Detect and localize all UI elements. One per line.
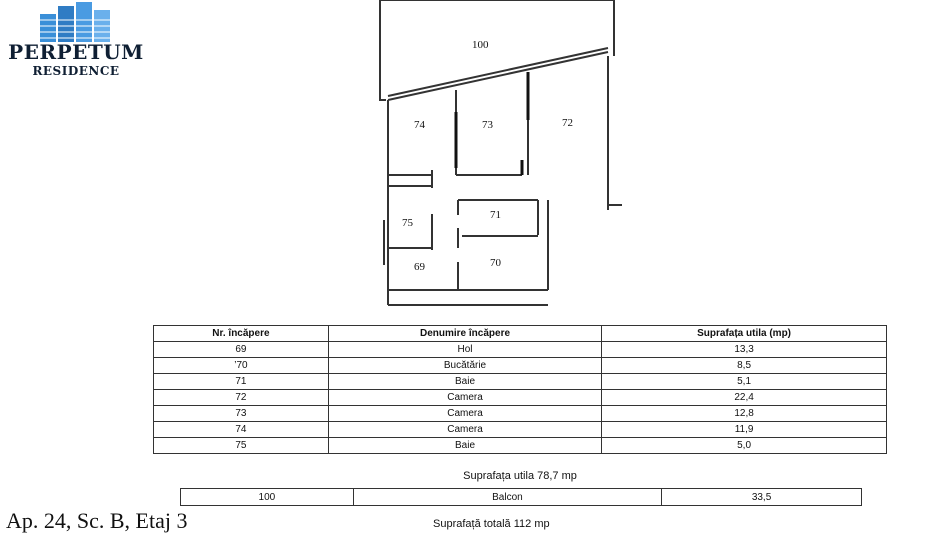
- perpetum-logo: [6, 0, 146, 82]
- logo-name: PERPETUM: [8, 40, 144, 64]
- table-row: [181, 489, 862, 506]
- table-row: [154, 390, 887, 406]
- useful-area-total: Suprafața utila 78,7 mp: [463, 470, 577, 482]
- floor-plan: [372, 0, 622, 310]
- room-label: 70: [490, 257, 501, 269]
- table-row: [154, 422, 887, 438]
- room-label: 69: [414, 261, 425, 273]
- room-area: 13,3: [602, 342, 887, 358]
- room-name: Baie: [328, 438, 601, 454]
- room-name: Hol: [328, 342, 601, 358]
- building-icon: [40, 0, 112, 42]
- balcony-name: Balcon: [353, 489, 661, 506]
- table-row: [154, 438, 887, 454]
- room-number: 73: [154, 406, 329, 422]
- room-area: 8,5: [602, 358, 887, 374]
- room-name: Bucătărie: [328, 358, 601, 374]
- room-label: 75: [402, 217, 413, 229]
- room-area: 11,9: [602, 422, 887, 438]
- room-name: Camera: [328, 422, 601, 438]
- total-area: Suprafață totală 112 mp: [433, 518, 550, 530]
- room-name: Camera: [328, 390, 601, 406]
- room-name: Camera: [328, 406, 601, 422]
- room-area: 22,4: [602, 390, 887, 406]
- room-name: Baie: [328, 374, 601, 390]
- room-number: ’70: [154, 358, 329, 374]
- room-label: 73: [482, 119, 493, 131]
- room-label: 72: [562, 117, 573, 129]
- header-room-number: Nr. încăpere: [154, 326, 329, 342]
- room-number: 69: [154, 342, 329, 358]
- balcony-number: 100: [181, 489, 354, 506]
- room-area: 5,1: [602, 374, 887, 390]
- room-label: 100: [472, 39, 489, 51]
- room-label: 71: [490, 209, 501, 221]
- header-useful-area: Suprafața utila (mp): [602, 326, 887, 342]
- apartment-title: Ap. 24, Sc. B, Etaj 3: [6, 508, 188, 533]
- table-header-row: [154, 326, 887, 342]
- room-area: 12,8: [602, 406, 887, 422]
- table-row: [154, 374, 887, 390]
- rooms-table: [153, 325, 887, 454]
- room-number: 75: [154, 438, 329, 454]
- room-area: 5,0: [602, 438, 887, 454]
- room-number: 74: [154, 422, 329, 438]
- balcony-table: [180, 488, 862, 506]
- logo-subtitle: RESIDENCE: [32, 64, 120, 78]
- room-number: 71: [154, 374, 329, 390]
- room-label: 74: [414, 119, 425, 131]
- table-row: [154, 342, 887, 358]
- balcony-area: 33,5: [662, 489, 862, 506]
- room-number: 72: [154, 390, 329, 406]
- header-room-name: Denumire încăpere: [328, 326, 601, 342]
- table-row: [154, 406, 887, 422]
- table-row: [154, 358, 887, 374]
